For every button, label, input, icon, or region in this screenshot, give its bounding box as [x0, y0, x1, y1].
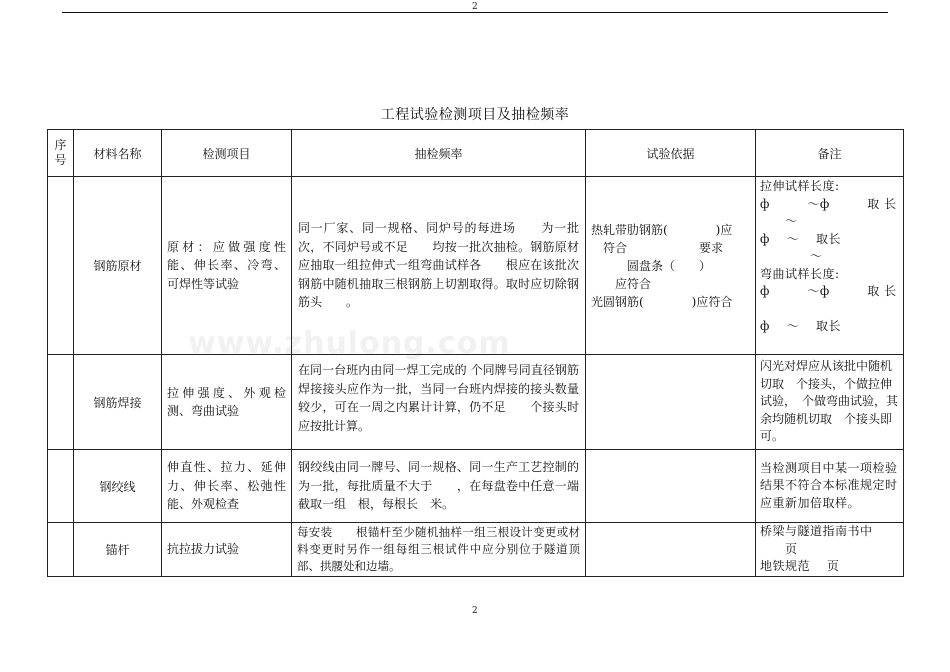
header-no-label: 序号	[54, 138, 67, 167]
document-title: 工程试验检测项目及抽检频率	[380, 107, 570, 123]
row-remarks	[756, 450, 904, 523]
row-material: 钢筋原材	[74, 177, 162, 355]
row-remarks-text: 拉伸试样长度: ф ～ф 取 长 ～ ф ～ 取长 ～ 弯曲试样长度: ф ～ф 取 长 ф ～ 取长	[760, 179, 897, 333]
row-no	[48, 450, 74, 523]
row-material: 钢绞线	[74, 450, 162, 523]
row-basis	[586, 355, 756, 450]
row-items-text: 抗拉拔力试验	[167, 542, 240, 556]
row-items	[162, 450, 292, 523]
row-no	[48, 523, 74, 577]
table-row	[48, 355, 904, 450]
table-row	[48, 177, 904, 355]
row-frequency-text: 同一厂家、同一规格、同炉号的每进场 为一批次，不同炉号或不足 均按一批次抽检。钢筋原材应抽取一组拉伸式一组弯曲试样各 根应在该批次钢筋中随机抽取三根钢筋上切割取得。取时应切除钢筋头 。	[298, 221, 579, 310]
row-no	[48, 177, 74, 355]
page-number-bottom: 2	[472, 606, 478, 616]
table-row	[48, 450, 904, 523]
row-remarks-text: 闪光对焊应从该批中随机切取 个接头，个做拉伸试验， 个做弯曲试验，其余均随机切取 个接头即可。	[760, 359, 899, 444]
inspection-table	[47, 129, 904, 577]
row-remarks-text: 当检测项目中某一项检验结果不符合本标准规定时应重新加倍取样。	[760, 460, 898, 510]
row-frequency	[292, 450, 586, 523]
row-remarks	[756, 355, 904, 450]
row-frequency-text: 每安装 根锚杆至少随机抽样一组三根设计变更或材料变更时另作一组每组三根试件中应分别位于隧道顶部、拱腰处和边墙。	[297, 524, 580, 573]
row-frequency	[292, 523, 586, 577]
row-items	[162, 177, 292, 355]
row-material: 锚杆	[74, 523, 162, 577]
header-frequency: 抽检频率	[292, 130, 586, 177]
row-items	[162, 523, 292, 577]
header-remarks: 备注	[756, 130, 904, 177]
table-header-row	[48, 130, 904, 177]
row-frequency-text: 在同一台班内由同一焊工完成的 个同牌号同直径钢筋焊接接头应作为一批，当同一台班内焊接的接头数量较少，可在一周之内累计计算，仍不足 个接头时应按批计算。	[298, 363, 579, 433]
row-items-text: 伸直性、拉力、延伸力、伸长率、松弛性能、外观检查	[167, 460, 286, 512]
row-remarks-text: 桥梁与隧道指南书中 页 地铁规范 页	[760, 524, 873, 573]
row-material: 钢筋焊接	[74, 355, 162, 450]
row-basis	[586, 450, 756, 523]
header-basis: 试验依据	[586, 130, 756, 177]
row-no	[48, 355, 74, 450]
header-material: 材料名称	[74, 130, 162, 177]
table-row	[48, 523, 904, 577]
row-items	[162, 355, 292, 450]
watermark: www.zhulong.com	[188, 326, 511, 361]
row-items-text: 拉伸强度、外观检测、弯曲试验	[167, 385, 286, 418]
row-basis-text: 热轧带肋钢筋( )应 符合 要求 圆盘条（ ） 应符合 光圆钢筋( )应符合	[591, 222, 733, 309]
row-remarks	[756, 177, 904, 355]
row-remarks	[756, 523, 904, 577]
row-frequency	[292, 177, 586, 355]
row-items-text: 原材：应做强度性能、伸长率、冷弯、可焊性等试验	[167, 239, 286, 291]
header-no	[48, 130, 74, 177]
row-basis	[586, 177, 756, 355]
header-rule	[62, 12, 888, 13]
page-number-top: 2	[472, 2, 478, 12]
row-basis	[586, 523, 756, 577]
row-frequency	[292, 355, 586, 450]
row-frequency-text: 钢绞线由同一牌号、同一规格、同一生产工艺控制的为一批，每批质量不大于 ，在每盘卷中任意一端截取一组 根，每根长 米。	[298, 460, 579, 512]
header-items: 检测项目	[162, 130, 292, 177]
